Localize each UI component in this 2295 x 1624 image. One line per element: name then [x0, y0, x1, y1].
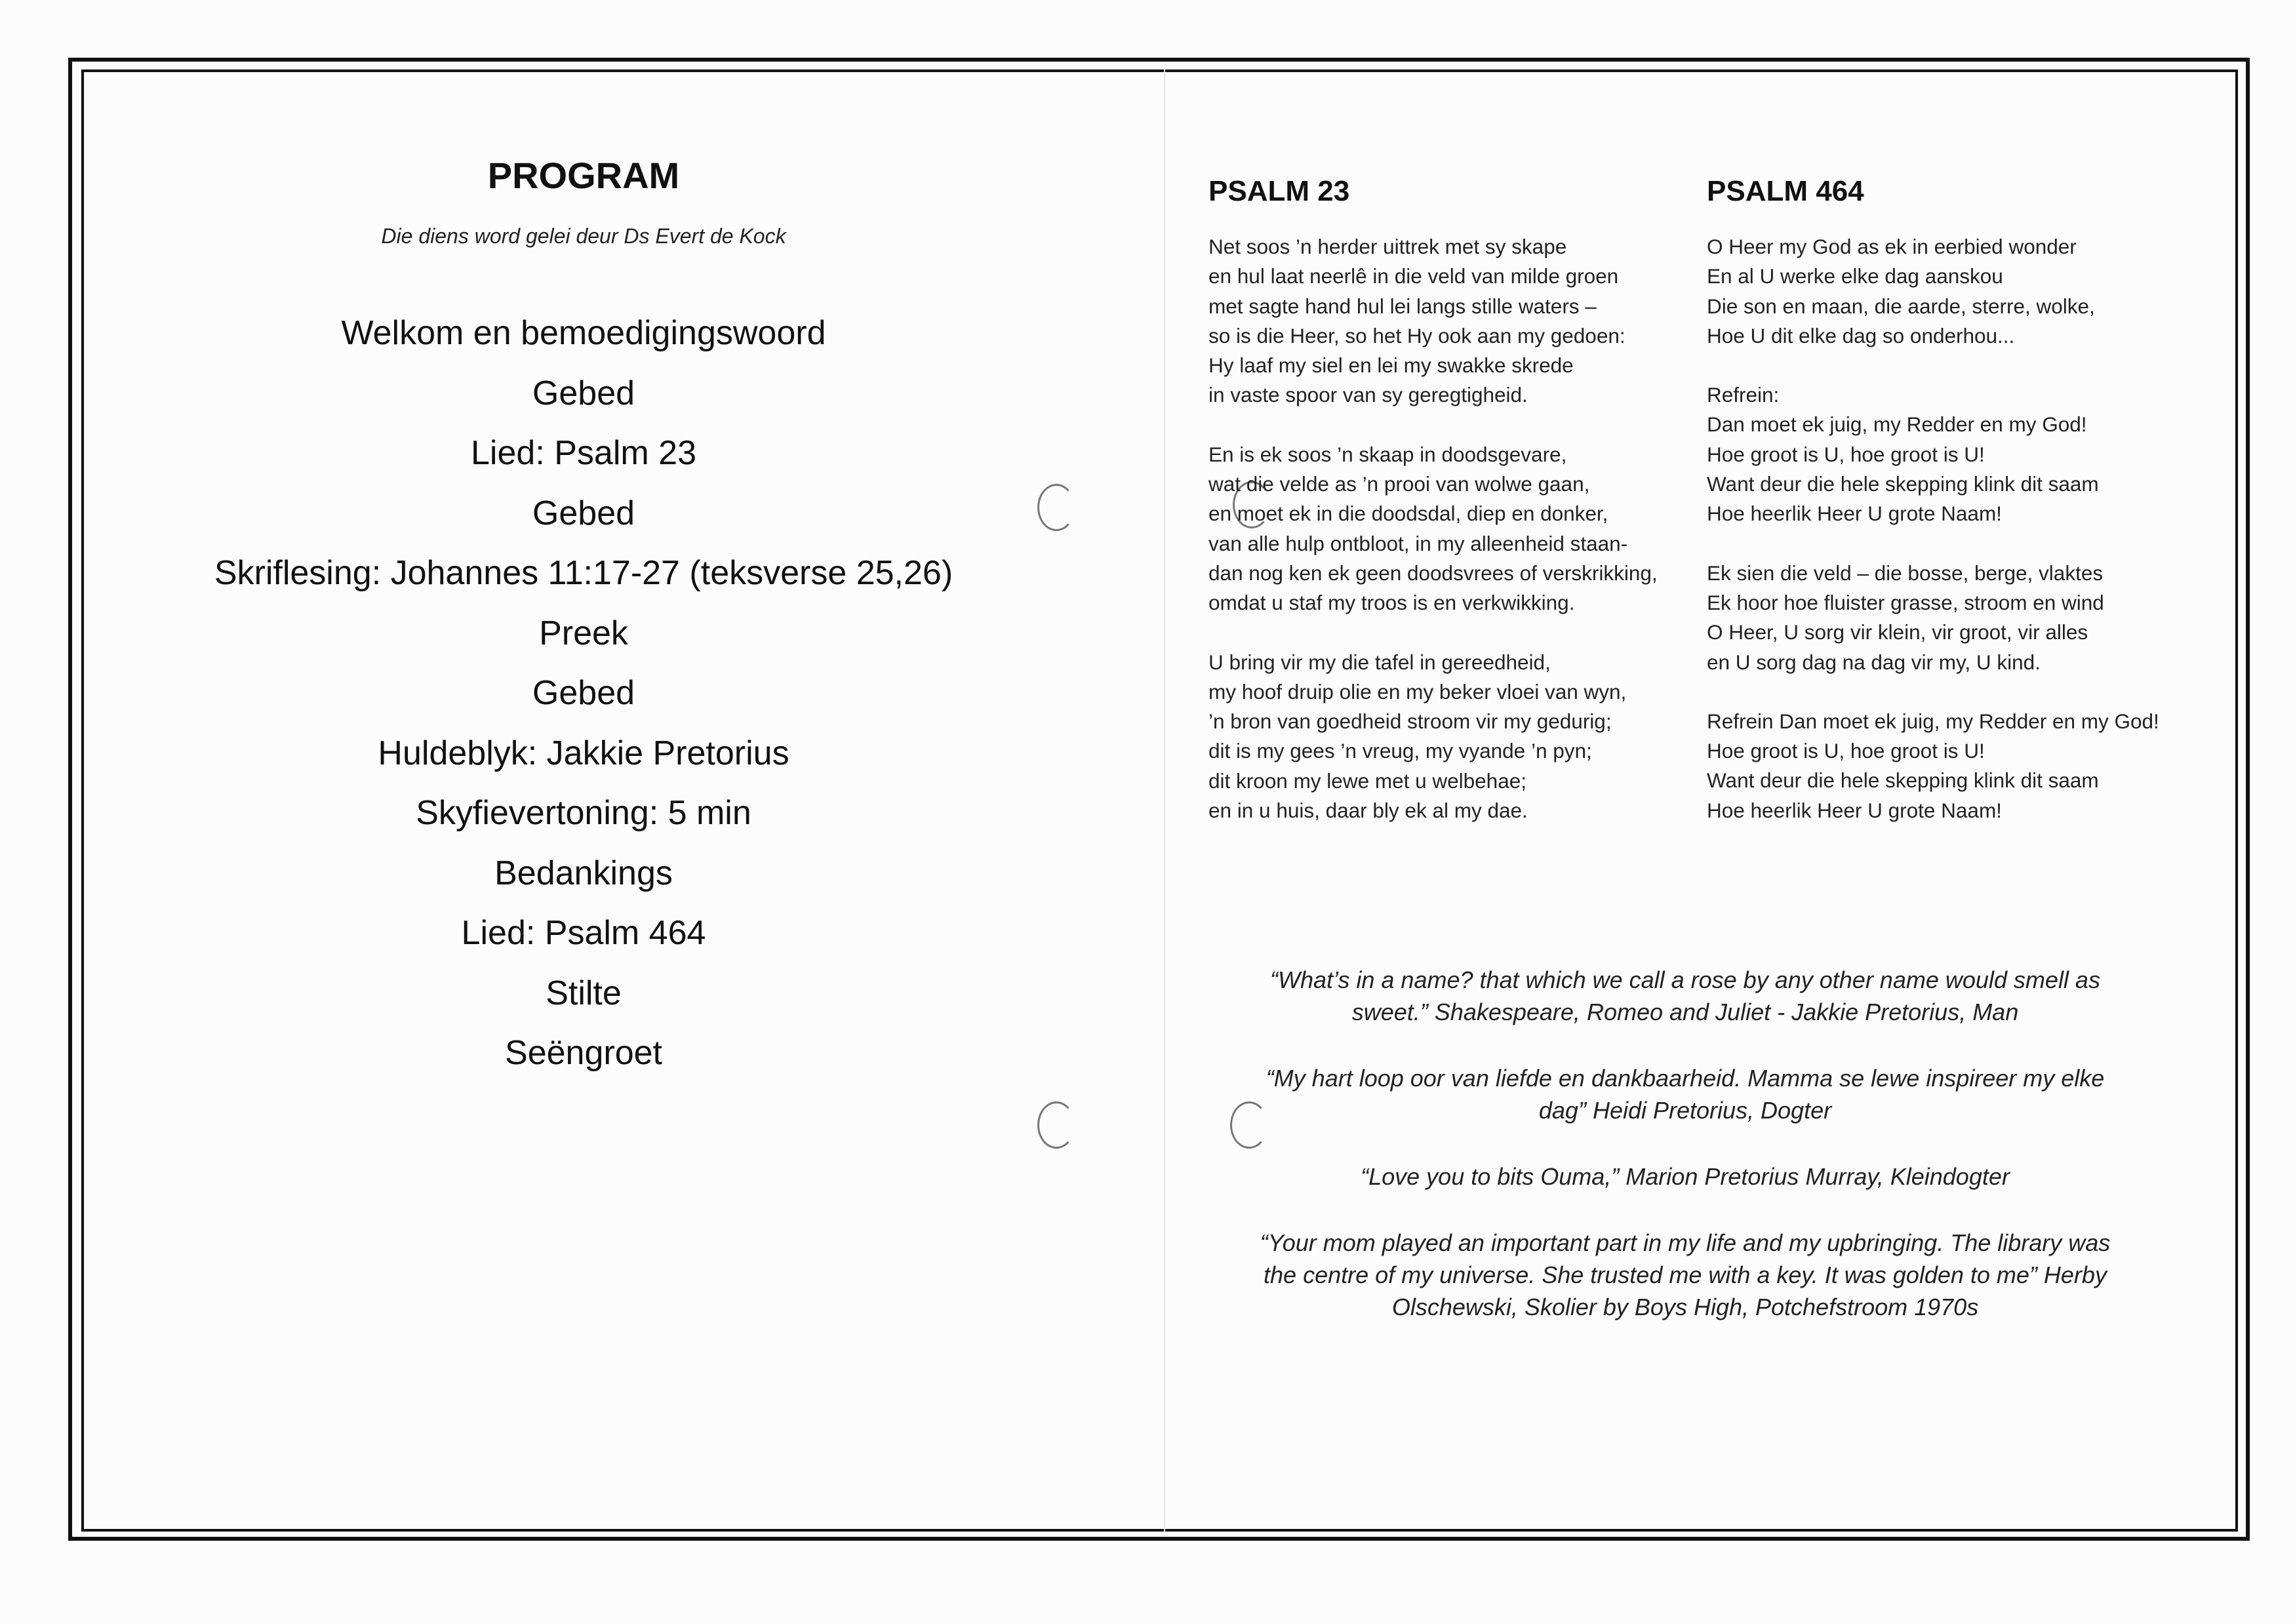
punch-hole-bottom-left — [1037, 1101, 1075, 1149]
psalm-23-verse-2 — [1208, 440, 1658, 618]
program-item: Skriflesing: Johannes 11:17-27 (teksverse 25,26) — [214, 554, 953, 592]
program-item: Lied: Psalm 464 — [461, 914, 706, 952]
verse-line: Die son en maan, die aarde, sterre, wolke, — [1707, 294, 2095, 318]
psalm-23-verse-3 — [1208, 648, 1658, 826]
program-title: PROGRAM — [487, 155, 680, 196]
quote-line: Olschewski, Skolier by Boys High, Potchefstroom 1970s — [1391, 1294, 1979, 1320]
verse-line: met sagte hand hul lei langs stille waters – — [1208, 294, 1597, 318]
quote — [1187, 1062, 2184, 1126]
verse-line: Want deur die hele skepping klink dit saam — [1707, 472, 2099, 496]
verse-line: Net soos ’n herder uittrek met sy skape — [1208, 235, 1567, 258]
program-item: Skyfievertoning: 5 min — [416, 794, 751, 832]
quote-line: “Your mom played an important part in my life and my upbringing. The library was — [1260, 1229, 2111, 1256]
program-panel — [85, 157, 1082, 1084]
program-items — [85, 304, 1082, 1084]
verse-line: dit kroon my lewe met u welbehae; — [1208, 768, 1527, 793]
program-item: Stilte — [546, 974, 622, 1012]
verse-line: Hy laaf my siel en lei my swakke skrede — [1208, 353, 1574, 378]
verse-line: Refrein Dan moet ek juig, my Redder en my God! — [1707, 709, 2159, 733]
quote-line: “My hart loop oor van liefde en dankbaarheid. Mamma se lewe inspireer my elke — [1266, 1065, 2105, 1092]
verse-line: en U sorg dag na dag vir my, U kind. — [1707, 650, 2041, 674]
program-item: Huldeblyk: Jakkie Pretorius — [378, 734, 789, 772]
psalm-464-refrain-1 — [1707, 380, 2159, 528]
tribute-quotes — [1187, 964, 2184, 1357]
verse-line: En is ek soos ’n skaap in doodsgevare, — [1208, 442, 1567, 466]
psalm-464-verse-1 — [1707, 232, 2159, 351]
quote — [1187, 1227, 2184, 1323]
verse-line: my hoof druip olie en my beker vloei van wyn, — [1208, 679, 1627, 703]
page-fold — [1164, 69, 1165, 1532]
psalm-23-title: PSALM 23 — [1208, 175, 1350, 207]
verse-line: Hoe heerlik Heer U grote Naam! — [1707, 502, 2002, 526]
verse-line: En al U werke elke dag aanskou — [1707, 264, 2003, 288]
program-item: Bedankings — [494, 854, 673, 892]
verse-line: wat die velde as ’n prooi van wolwe gaan, — [1208, 472, 1590, 496]
verse-line: Hoe groot is U, hoe groot is U! — [1707, 442, 1985, 466]
verse-line: Hoe groot is U, hoe groot is U! — [1707, 739, 1985, 763]
program-item: Welkom en bemoedigingswoord — [341, 314, 826, 352]
verse-line: so is die Heer, so het Hy ook aan my gedoen: — [1208, 323, 1626, 347]
quote-line: “What’s in a name? that which we call a rose by any other name would smell as — [1270, 966, 2100, 993]
verse-line: O Heer my God as ek in eerbied wonder — [1707, 235, 2077, 258]
verse-line: en in u huis, daar bly ek al my dae. — [1208, 799, 1528, 823]
psalm-464-verse-2 — [1707, 559, 2159, 677]
program-item: Seëngroet — [505, 1034, 662, 1072]
program-item: Gebed — [532, 494, 635, 532]
verse-line: en moet ek in die doodsdal, diep en donker, — [1208, 502, 1608, 526]
quote — [1187, 964, 2184, 1028]
verse-line: Want deur die hele skepping klink dit saam — [1707, 768, 2099, 793]
verse-line: U bring vir my die tafel in gereedheid, — [1208, 650, 1551, 674]
quote-line: “Love you to bits Ouma,” Marion Pretorius Murray, Kleindogter — [1361, 1163, 2010, 1190]
verse-line: en hul laat neerlê in die veld van milde groen — [1208, 264, 1619, 288]
verse-line: dan nog ken ek geen doodsvrees of verskrikking, — [1208, 561, 1658, 585]
psalm-464-refrain-2 — [1707, 707, 2159, 825]
verse-line: O Heer, U sorg vir klein, vir groot, vir alles — [1707, 620, 2088, 644]
verse-line: Ek hoor hoe fluister grasse, stroom en wind — [1707, 590, 2104, 614]
psalm-23-column — [1208, 177, 1658, 855]
verse-line: in vaste spoor van sy geregtigheid. — [1208, 383, 1528, 407]
verse-line: Ek sien die veld – die bosse, berge, vlaktes — [1707, 561, 2104, 585]
verse-line: ’n bron van goedheid stroom vir my gedurig; — [1208, 709, 1612, 734]
program-item: Gebed — [532, 674, 635, 712]
verse-line: Refrein: — [1707, 383, 1780, 407]
verse-line: Hoe U dit elke dag so onderhou... — [1707, 323, 2015, 347]
verse-line: dit is my gees ’n vreug, my vyande ’n pyn; — [1208, 739, 1592, 763]
verse-line: Dan moet ek juig, my Redder en my God! — [1707, 412, 2087, 437]
program-item: Gebed — [532, 374, 635, 412]
quote-line: sweet.” Shakespeare, Romeo and Juliet - Jakkie Pretorius, Man — [1351, 999, 2019, 1025]
psalm-464-title: PSALM 464 — [1707, 175, 1864, 207]
quote-line: dag” Heidi Pretorius, Dogter — [1538, 1097, 1832, 1124]
quote-line: the centre of my universe. She trusted me with a key. It was golden to me” Herby — [1264, 1261, 2107, 1288]
verse-line: omdat u staf my troos is en verkwikking. — [1208, 591, 1575, 615]
program-item: Preek — [539, 614, 628, 652]
program-subtitle: Die diens word gelei deur Ds Evert de Kock — [381, 224, 786, 248]
verse-line: Hoe heerlik Heer U grote Naam! — [1707, 798, 2002, 822]
verse-line: van alle hulp ontbloot, in my alleenheid staan- — [1208, 531, 1628, 555]
psalm-464-column — [1707, 177, 2159, 855]
quote — [1187, 1160, 2184, 1193]
psalm-23-verse-1 — [1208, 232, 1658, 410]
program-item: Lied: Psalm 23 — [471, 434, 696, 472]
